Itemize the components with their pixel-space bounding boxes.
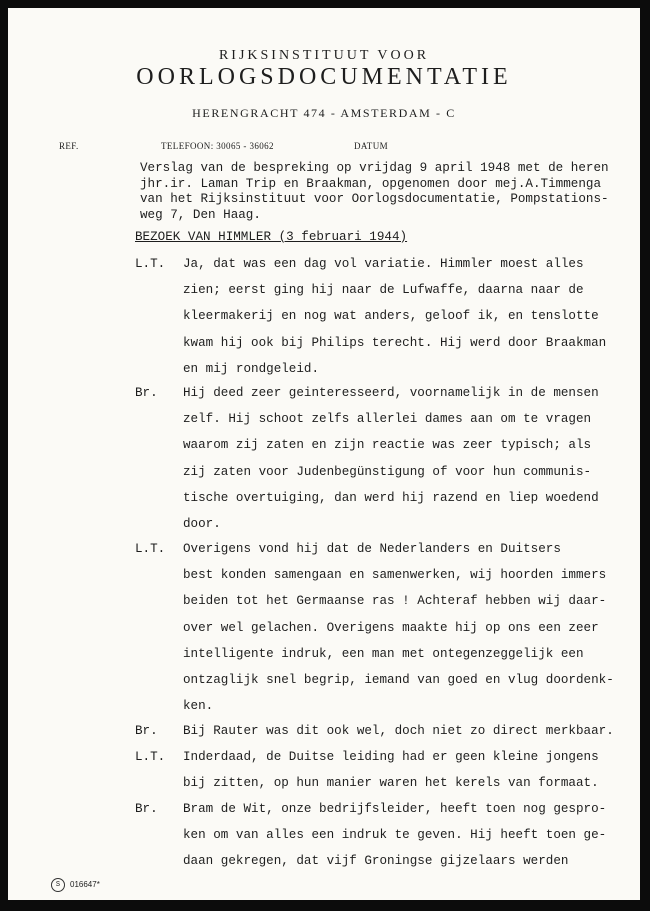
speech-line: Inderdaad, de Duitse leiding had er geen kleine jongens bbox=[183, 750, 599, 764]
speech-line: beiden tot het Germaanse ras ! Achteraf hebben wij daar- bbox=[183, 594, 607, 609]
speech-line: waarom zij zaten en zijn reactie was zeer typisch; als bbox=[183, 438, 592, 453]
speech-line: over wel gelachen. Overigens maakte hij op ons een zeer bbox=[183, 620, 599, 635]
speech-line: daan gekregen, dat vijf Groningse gijzelaars werden bbox=[183, 854, 569, 869]
date-label: DATUM bbox=[354, 141, 389, 151]
speaker-label: Br. bbox=[135, 802, 158, 816]
intro-line: jhr.ir. Laman Trip en Braakman, opgenomen door mej.A.Timmenga bbox=[140, 176, 602, 191]
speaker-label: L.T. bbox=[135, 750, 166, 764]
speech-block bbox=[183, 251, 606, 382]
speech-block bbox=[183, 380, 599, 537]
speech-line: zien; eerst ging hij naar de Lufwaffe, daarna naar de bbox=[183, 283, 584, 298]
speech-line: Overigens vond hij dat de Nederlanders en Duitsers bbox=[183, 542, 561, 556]
speech-line: Bij Rauter was dit ook wel, doch niet zo direct merkbaar. bbox=[183, 724, 614, 738]
report-intro bbox=[140, 161, 609, 223]
speech-line: Ja, dat was een dag vol variatie. Himmler moest alles bbox=[183, 257, 584, 271]
speech-line: kwam hij ook bij Philips terecht. Hij werd door Braakman bbox=[183, 335, 607, 350]
speaker-label: L.T. bbox=[135, 257, 166, 271]
speech-line: ontzaglijk snel begrip, iemand van goed en vlug doordenk- bbox=[183, 673, 614, 688]
institute-name-line2: OORLOGSDOCUMENTATIE bbox=[136, 64, 512, 90]
document-page bbox=[8, 8, 640, 900]
speech-line: best konden samengaan en samenwerken, wij hoorden immers bbox=[183, 568, 607, 583]
institute-name-line1: RIJKSINSTITUUT VOOR bbox=[218, 48, 430, 63]
speech-line: kleermakerij en nog wat anders, geloof ik, en tenslotte bbox=[183, 309, 599, 324]
intro-line: weg 7, Den Haag. bbox=[140, 207, 261, 222]
speaker-label: Br. bbox=[135, 724, 158, 738]
speech-line: en mij rondgeleid. bbox=[183, 361, 320, 376]
institute-address: HERENGRACHT 474 - AMSTERDAM - C bbox=[192, 106, 456, 120]
phone-numbers: TELEFOON: 30065 - 36062 bbox=[161, 141, 274, 151]
ref-label: REF. bbox=[59, 141, 79, 151]
document-number: 016647* bbox=[70, 880, 100, 889]
speech-line: ken om van alles een indruk te geven. Hij heeft toen ge- bbox=[183, 828, 607, 843]
speech-block bbox=[183, 796, 606, 875]
speech-line: zelf. Hij schoot zelfs allerlei dames aan om te vragen bbox=[183, 412, 592, 427]
speech-block bbox=[183, 718, 614, 744]
speech-block bbox=[183, 744, 599, 796]
speech-line: intelligente indruk, een man met ontegenzeggelijk een bbox=[183, 646, 584, 661]
speech-block bbox=[183, 536, 614, 719]
speech-line: Hij deed zeer geinteresseerd, voornamelijk in de mensen bbox=[183, 386, 599, 400]
speaker-label: Br. bbox=[135, 386, 158, 400]
intro-line: van het Rijksinstituut voor Oorlogsdocumentatie, Pompstations- bbox=[140, 192, 609, 206]
speech-line: ken. bbox=[183, 699, 214, 714]
speech-line: bij zitten, op hun manier waren het kerels van formaat. bbox=[183, 776, 599, 791]
archive-stamp-icon: S bbox=[51, 878, 65, 892]
speech-line: tische overtuiging, dan werd hij razend en liep woedend bbox=[183, 490, 599, 505]
speech-line: door. bbox=[183, 517, 221, 532]
speaker-label: L.T. bbox=[135, 542, 166, 556]
intro-line: Verslag van de bespreking op vrijdag 9 april 1948 met de heren bbox=[140, 161, 609, 175]
speech-line: zij zaten voor Judenbegünstigung of voor hun communis- bbox=[183, 464, 592, 479]
section-heading: BEZOEK VAN HIMMLER (3 februari 1944) bbox=[135, 230, 408, 244]
speech-line: Bram de Wit, onze bedrijfsleider, heeft toen nog gespro- bbox=[183, 802, 607, 816]
